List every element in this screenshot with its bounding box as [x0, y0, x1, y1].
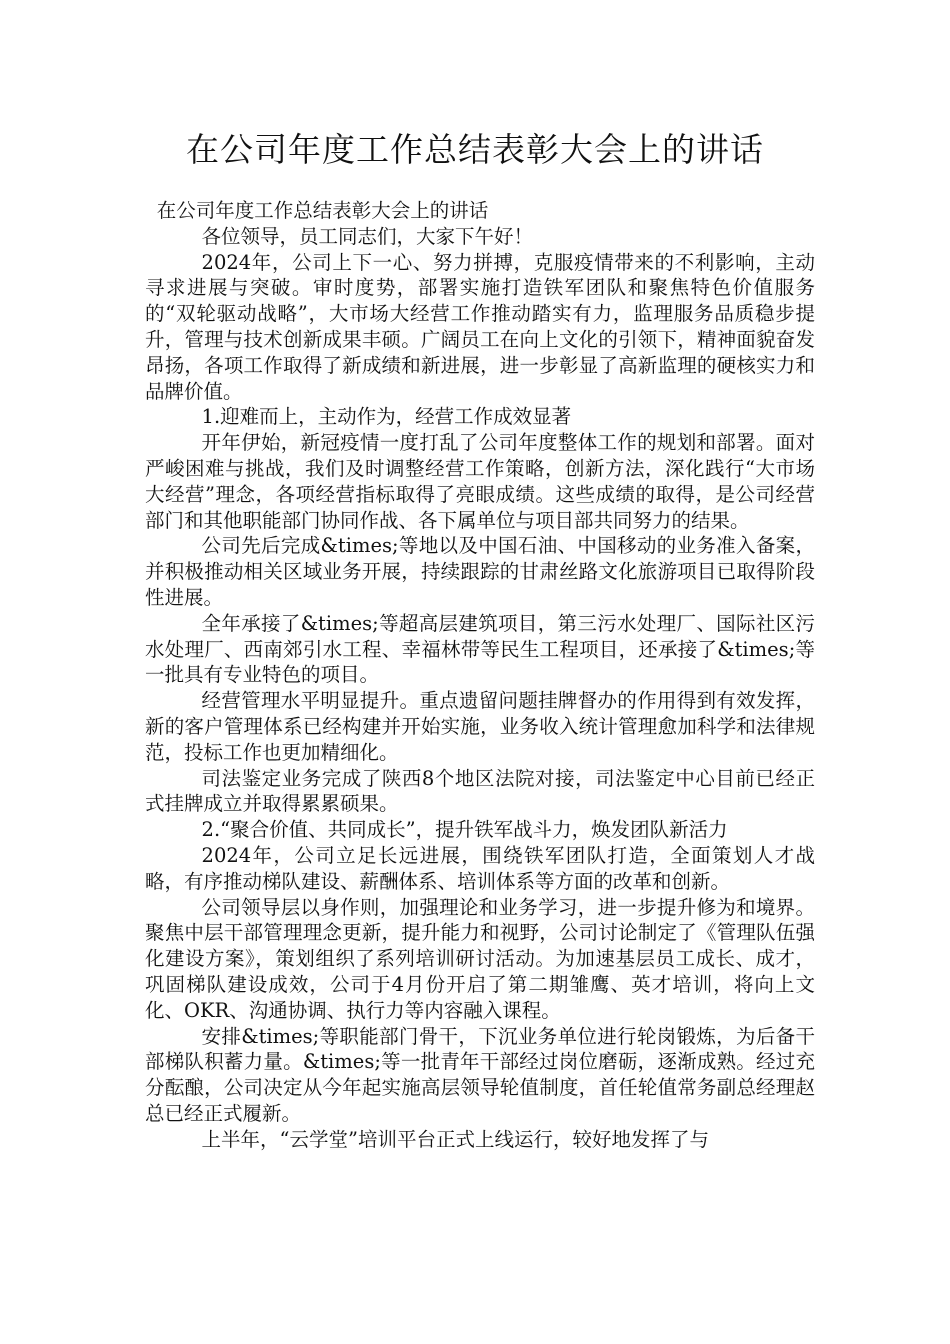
- greeting-paragraph: 各位领导，员工同志们，大家下午好！: [201, 224, 534, 248]
- body-paragraph: 2024年，公司上下一心、努力拼搏，克服疫情带来的不利影响，主动寻求进展与突破。审时度势，部署实施打造铁军团队和聚焦特色价值服务的“双轮驱动战略”，大市场大经营工作推动踏实有力，监理服务品质稳步提升，管理与技术创新成果丰硕。广阔员工在向上文化的引领下，精神面貌奋发昂扬，各项工作取得了新成绩和新进展，进一步彰显了高新监理的硬核实力和品牌价值。: [145, 250, 815, 403]
- body-paragraph: 公司领导层以身作则，加强理论和业务学习，进一步提升修为和境界。聚焦中层干部管理理念更新，提升能力和视野，公司讨论制定了《管理队伍强化建设方案》，策划组织了系列培训研讨活动。为加速基层员工成长、成才，巩固梯队建设成效，公司于4月份开启了第二期雏鹰、英才培训，将向上文化、OKR、沟通协调、执行力等内容融入课程。: [145, 895, 815, 1022]
- document-title: 在公司年度工作总结表彰大会上的讲话: [186, 130, 764, 169]
- document-body: [145, 198, 815, 1152]
- body-paragraph: 安排&times;等职能部门骨干，下沉业务单位进行轮岗锻炼，为后备干部梯队积蓄力量。&times;等一批青年干部经过岗位磨砺，逐渐成熟。经过充分酝酿，公司决定从今年起实施高层领导轮值制度，首任轮值常务副总经理赵总已经正式履新。: [145, 1024, 815, 1125]
- body-paragraph: 2024年，公司立足长远进展，围绕铁军团队打造，全面策划人才战略，有序推动梯队建设、薪酬体系、培训体系等方面的改革和创新。: [145, 843, 815, 893]
- section-heading: 2.“聚合价值、共同成长”，提升铁军战斗力，焕发团队新活力: [201, 818, 728, 842]
- body-paragraph: 全年承接了&times;等超高层建筑项目，第三污水处理厂、国际社区污水处理厂、西南郊引水工程、幸福林带等民生工程项目，还承接了&times;等一批具有专业特色的项目。: [145, 611, 815, 687]
- body-paragraph: 公司先后完成&times;等地以及中国石油、中国移动的业务准入备案，并积极推动相关区域业务开展，持续跟踪的甘肃丝路文化旅游项目已取得阶段性进展。: [145, 534, 815, 609]
- body-paragraph: 司法鉴定业务完成了陕西8个地区法院对接，司法鉴定中心目前已经正式挂牌成立并取得累累硕果。: [145, 766, 815, 816]
- body-paragraph: 上半年，“云学堂”培训平台正式上线运行，较好地发挥了与: [201, 1127, 709, 1151]
- body-heading: 在公司年度工作总结表彰大会上的讲话: [156, 199, 489, 222]
- body-paragraph: 经营管理水平明显提升。重点遗留问题挂牌督办的作用得到有效发挥，新的客户管理体系已经构建并开始实施，业务收入统计管理愈加科学和法律规范，投标工作也更加精细化。: [145, 689, 815, 764]
- section-heading: 1.迎难而上，主动作为，经营工作成效显著: [201, 405, 572, 429]
- body-paragraph: 开年伊始，新冠疫情一度打乱了公司年度整体工作的规划和部署。面对严峻困难与挑战，我们及时调整经营工作策略，创新方法，深化践行“大市场大经营”理念，各项经营指标取得了亮眼成绩。这些成绩的取得，是公司经营部门和其他职能部门协同作战、各下属单位与项目部共同努力的结果。: [145, 431, 815, 532]
